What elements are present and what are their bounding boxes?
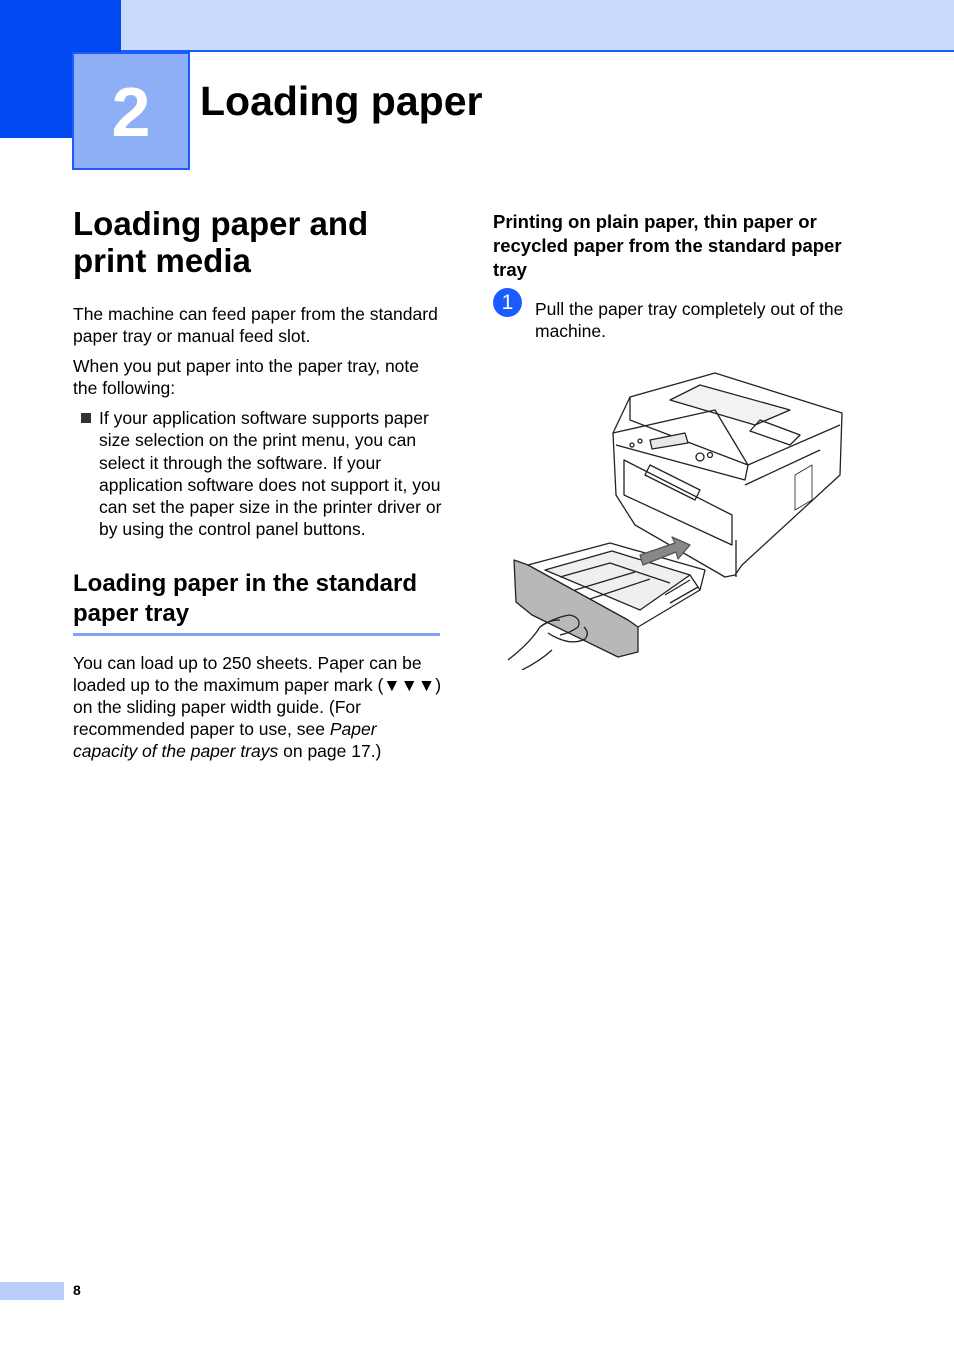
step-item	[493, 291, 873, 342]
page-tab	[0, 1282, 64, 1300]
printer-tray-illustration	[500, 365, 850, 670]
procedure-heading: Printing on plain paper, thin paper or recycled paper from the standard paper tray	[493, 211, 842, 280]
paper-tray-icon	[514, 543, 705, 657]
bullet-text: If your application software supports paper size selection on the print menu, you can select it through the software. If your application software does not support it, you can set the paper size in the printer driver or by using the control panel buttons.	[99, 408, 442, 540]
left-column	[73, 205, 443, 770]
step-text: Pull the paper tray completely out of the machine.	[535, 299, 844, 341]
bullet-item	[73, 407, 443, 541]
chapter-number-box: 2	[72, 52, 190, 170]
section-heading: Loading paper and print media	[73, 205, 369, 279]
square-bullet-icon	[81, 413, 91, 423]
step-number-badge: 1	[493, 288, 522, 317]
intro-paragraph: The machine can feed paper from the standard paper tray or manual feed slot.	[73, 304, 438, 346]
chapter-title: Loading paper	[200, 78, 483, 124]
header-band	[121, 0, 954, 52]
cross-reference-link[interactable]: Paper capacity of the paper trays	[73, 718, 377, 761]
subsection-text: You can load up to 250 sheets. Paper can be loaded up to the maximum paper mark (▼▼▼) on the sliding paper width guide. (For recommended paper to use, see	[73, 652, 442, 739]
page-number: 8	[73, 1282, 81, 1298]
subsection-paragraph	[73, 652, 443, 762]
printer-icon	[613, 373, 842, 577]
note-paragraph: When you put paper into the paper tray, note the following:	[73, 356, 420, 398]
right-column	[493, 210, 873, 342]
subsection-heading: Loading paper in the standard paper tray	[73, 569, 440, 636]
subsection-text-end: on page 17.)	[278, 740, 382, 761]
